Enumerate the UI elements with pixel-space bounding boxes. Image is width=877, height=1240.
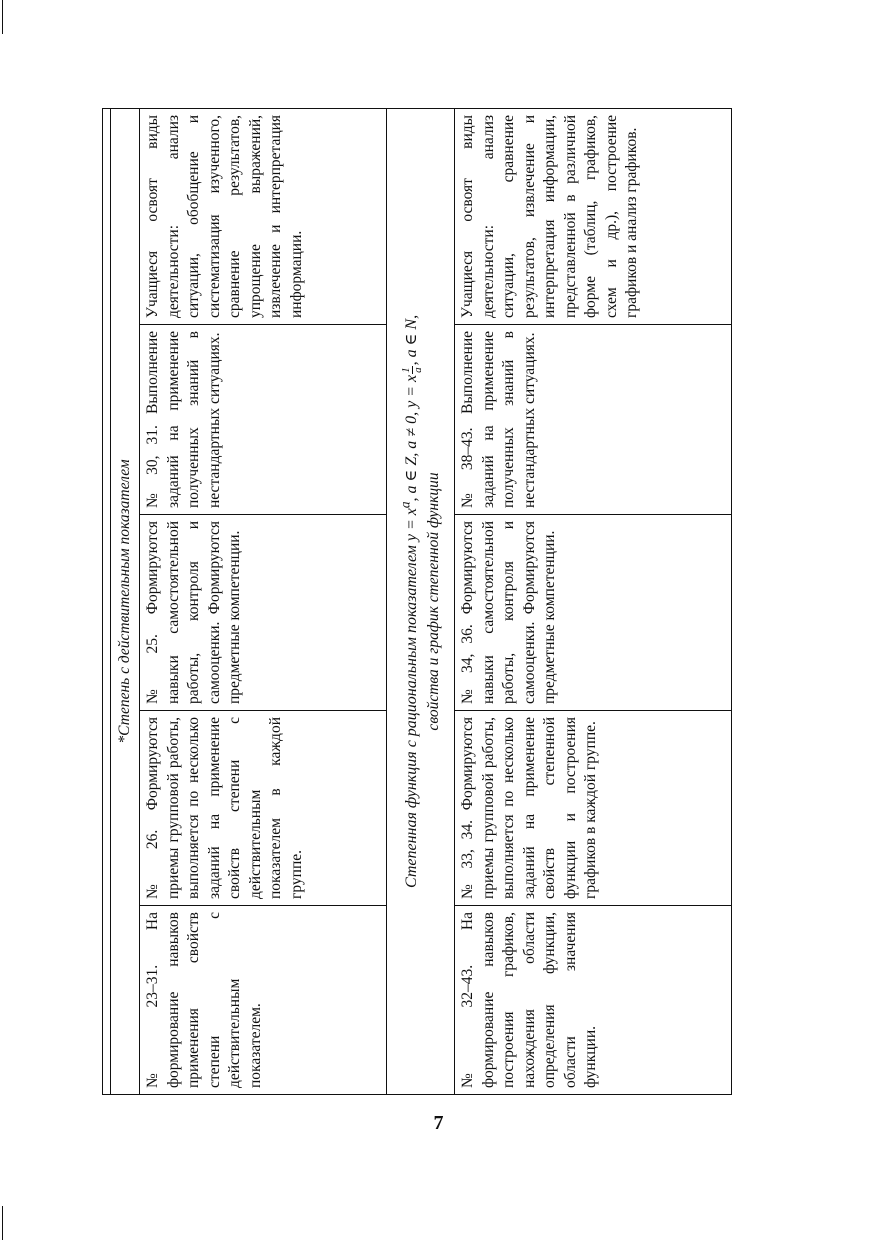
section1-heading-row [111, 108, 140, 1094]
section1-independent-work-cell: № 25. Формируются навыки самостоятельной работы, контроля и самооценки. Формируются предметные компетенции. [140, 515, 387, 711]
table-row [455, 108, 732, 1094]
section2-title [387, 108, 455, 1094]
lesson-plan-table [102, 108, 732, 1095]
section2-nonstandard-cell: № 38–43. Выполнение заданий на применение полученных знаний в нестандартных ситуациях. [455, 325, 732, 515]
section2-independent-work-cell: № 34, 36. Формируются навыки самостоятельной работы, контроля и самооценки. Формируются предметные компетенции. [455, 515, 732, 711]
page-number: 7 [433, 1112, 444, 1134]
section1-nonstandard-cell: № 30, 31. Выполнение заданий на применение полученных знаний в нестандартных ситуациях. [140, 325, 387, 515]
section1-group-work-cell: № 26. Формируются приемы групповой работы, выполняется по несколько заданий на применение свойств степени с действительным показателем в каждой группе. [140, 711, 387, 906]
section2-goal-cell: № 32–43. На формирование навыков построения графиков, нахождения области определения функции, области значения функции. [455, 906, 732, 1095]
section2-condition-2: , a ∈ N, [403, 314, 421, 366]
rotated-table-container [102, 109, 724, 1095]
section1-goal-cell: № 23–31. На формирование навыков применения свойств степени с действительным показателем. [140, 906, 387, 1095]
section2-condition-1: , a ∈ Z, a ≠ 0, y = x [403, 374, 421, 502]
section2-group-work-cell: № 33, 34. Формируются приемы групповой работы, выполняется по несколько заданий на применение свойств степенной функции и построения графиков в каждой группе. [455, 711, 732, 906]
section2-title-prefix: Степенная функция с рациональным показателем y = x [403, 508, 421, 889]
section1-activities-cell: Учащиеся освоят виды деятельности: анализ ситуации, обобщение и систематизация изученного, сравнение результатов, упрощение выражений, извлечение и интерпретация информации. [140, 108, 387, 324]
section2-formula [398, 314, 425, 889]
table-top-spacer [103, 108, 111, 1094]
table-top-spacer-row [103, 108, 111, 1094]
table-row [140, 108, 387, 1094]
section2-fraction-exponent [401, 366, 424, 374]
section2-activities-cell: Учащиеся освоят виды деятельности: анализ ситуации, сравнение результатов, извлечение и интерпретация информации, представленной в различной форме (таблиц, графиков, схем и др.), построение графиков и анализ графиков. [455, 108, 732, 324]
fraction-numerator: 1 [400, 367, 413, 373]
section1-title: *Степень с действительным показателем [111, 108, 140, 1094]
crop-mark-top [2, 0, 3, 34]
section2-heading-row [387, 108, 455, 1094]
fraction-denominator: a [412, 367, 425, 373]
section2-subtitle: свойства и график степенной функции [425, 472, 443, 731]
section2-exponent-a: a [398, 501, 414, 509]
crop-mark-bottom [2, 1206, 3, 1240]
